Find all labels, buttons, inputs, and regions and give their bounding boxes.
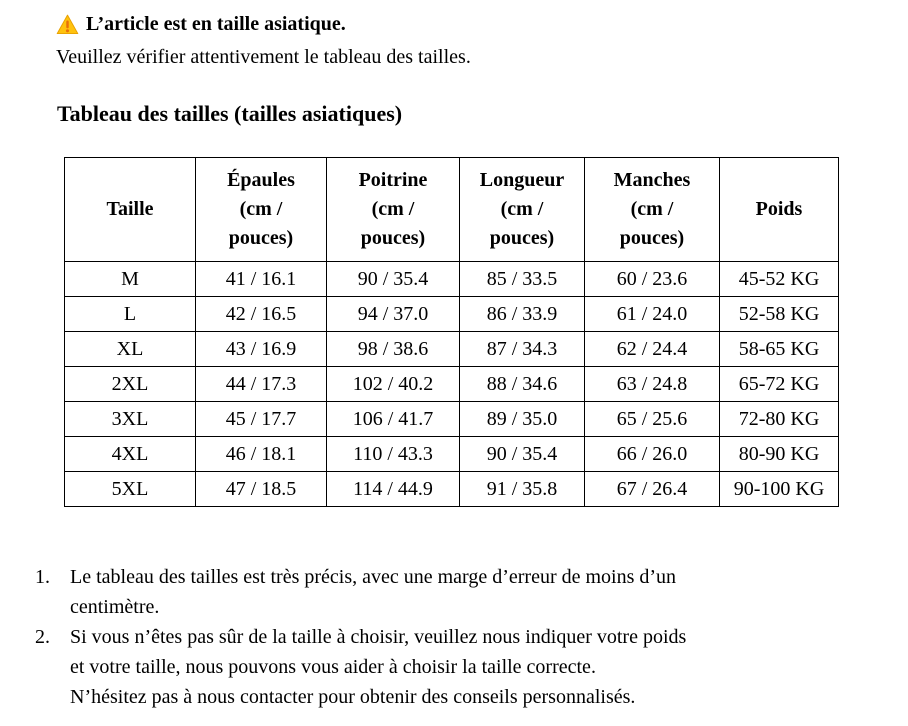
cell-longueur: 90 / 35.4 (460, 437, 585, 472)
cell-longueur: 91 / 35.8 (460, 472, 585, 507)
table-header-row (65, 158, 839, 262)
cell-manches: 60 / 23.6 (585, 262, 720, 297)
cell-poids: 45-52 KG (720, 262, 839, 297)
cell-poids: 90-100 KG (720, 472, 839, 507)
cell-taille: 4XL (65, 437, 196, 472)
header-cell-longueur: Longueur (cm / pouces) (460, 158, 585, 262)
cell-epaules: 43 / 16.9 (196, 332, 327, 367)
note-text: Si vous n’êtes pas sûr de la taille à choisir, veuillez nous indiquer votre poids et votre taille, nous pouvons vous aider à choisir la taille correcte. N’hésitez pas à nous contacter pour obtenir des conseils personnalisés. (70, 626, 687, 708)
table-row (65, 437, 839, 472)
cell-taille: 3XL (65, 402, 196, 437)
cell-epaules: 45 / 17.7 (196, 402, 327, 437)
cell-manches: 61 / 24.0 (585, 297, 720, 332)
table-row (65, 367, 839, 402)
cell-taille: XL (65, 332, 196, 367)
cell-poitrine: 110 / 43.3 (327, 437, 460, 472)
table-row (65, 297, 839, 332)
header-cell-taille: Taille (65, 158, 196, 262)
warning-triangle-icon (56, 14, 79, 35)
note-item-2 (35, 622, 885, 712)
note-item-1 (35, 562, 885, 622)
note-number: 2. (35, 626, 50, 648)
cell-epaules: 46 / 18.1 (196, 437, 327, 472)
cell-epaules: 41 / 16.1 (196, 262, 327, 297)
cell-poids: 65-72 KG (720, 367, 839, 402)
cell-manches: 67 / 26.4 (585, 472, 720, 507)
note-number: 1. (35, 566, 50, 588)
cell-poids: 72-80 KG (720, 402, 839, 437)
header-cell-poitrine: Poitrine (cm / pouces) (327, 158, 460, 262)
cell-poitrine: 102 / 40.2 (327, 367, 460, 402)
cell-longueur: 86 / 33.9 (460, 297, 585, 332)
warning-title-row (56, 11, 471, 37)
cell-poitrine: 98 / 38.6 (327, 332, 460, 367)
header-cell-poids: Poids (720, 158, 839, 262)
warning-title: L’article est en taille asiatique. (86, 13, 346, 35)
cell-manches: 62 / 24.4 (585, 332, 720, 367)
note-text: Le tableau des tailles est très précis, avec une marge d’erreur de moins d’un centimètre. (70, 566, 677, 618)
size-table (64, 157, 839, 507)
cell-taille: M (65, 262, 196, 297)
table-row (65, 472, 839, 507)
cell-taille: 2XL (65, 367, 196, 402)
cell-taille: L (65, 297, 196, 332)
cell-epaules: 42 / 16.5 (196, 297, 327, 332)
cell-manches: 65 / 25.6 (585, 402, 720, 437)
cell-poids: 58-65 KG (720, 332, 839, 367)
cell-epaules: 44 / 17.3 (196, 367, 327, 402)
warning-block (56, 11, 471, 70)
cell-manches: 66 / 26.0 (585, 437, 720, 472)
table-row (65, 402, 839, 437)
header-cell-manches: Manches (cm / pouces) (585, 158, 720, 262)
page-title: Tableau des tailles (tailles asiatiques) (57, 101, 403, 126)
header-cell-epaules: Épaules (cm / pouces) (196, 158, 327, 262)
table-row (65, 332, 839, 367)
cell-longueur: 89 / 35.0 (460, 402, 585, 437)
warning-subtitle: Veuillez vérifier attentivement le tableau des tailles. (56, 46, 471, 68)
cell-poitrine: 106 / 41.7 (327, 402, 460, 437)
cell-poitrine: 114 / 44.9 (327, 472, 460, 507)
cell-poids: 80-90 KG (720, 437, 839, 472)
table-row (65, 262, 839, 297)
cell-epaules: 47 / 18.5 (196, 472, 327, 507)
cell-longueur: 87 / 34.3 (460, 332, 585, 367)
cell-manches: 63 / 24.8 (585, 367, 720, 402)
cell-longueur: 88 / 34.6 (460, 367, 585, 402)
cell-poids: 52-58 KG (720, 297, 839, 332)
notes-list (35, 562, 885, 712)
cell-taille: 5XL (65, 472, 196, 507)
cell-poitrine: 94 / 37.0 (327, 297, 460, 332)
cell-longueur: 85 / 33.5 (460, 262, 585, 297)
cell-poitrine: 90 / 35.4 (327, 262, 460, 297)
